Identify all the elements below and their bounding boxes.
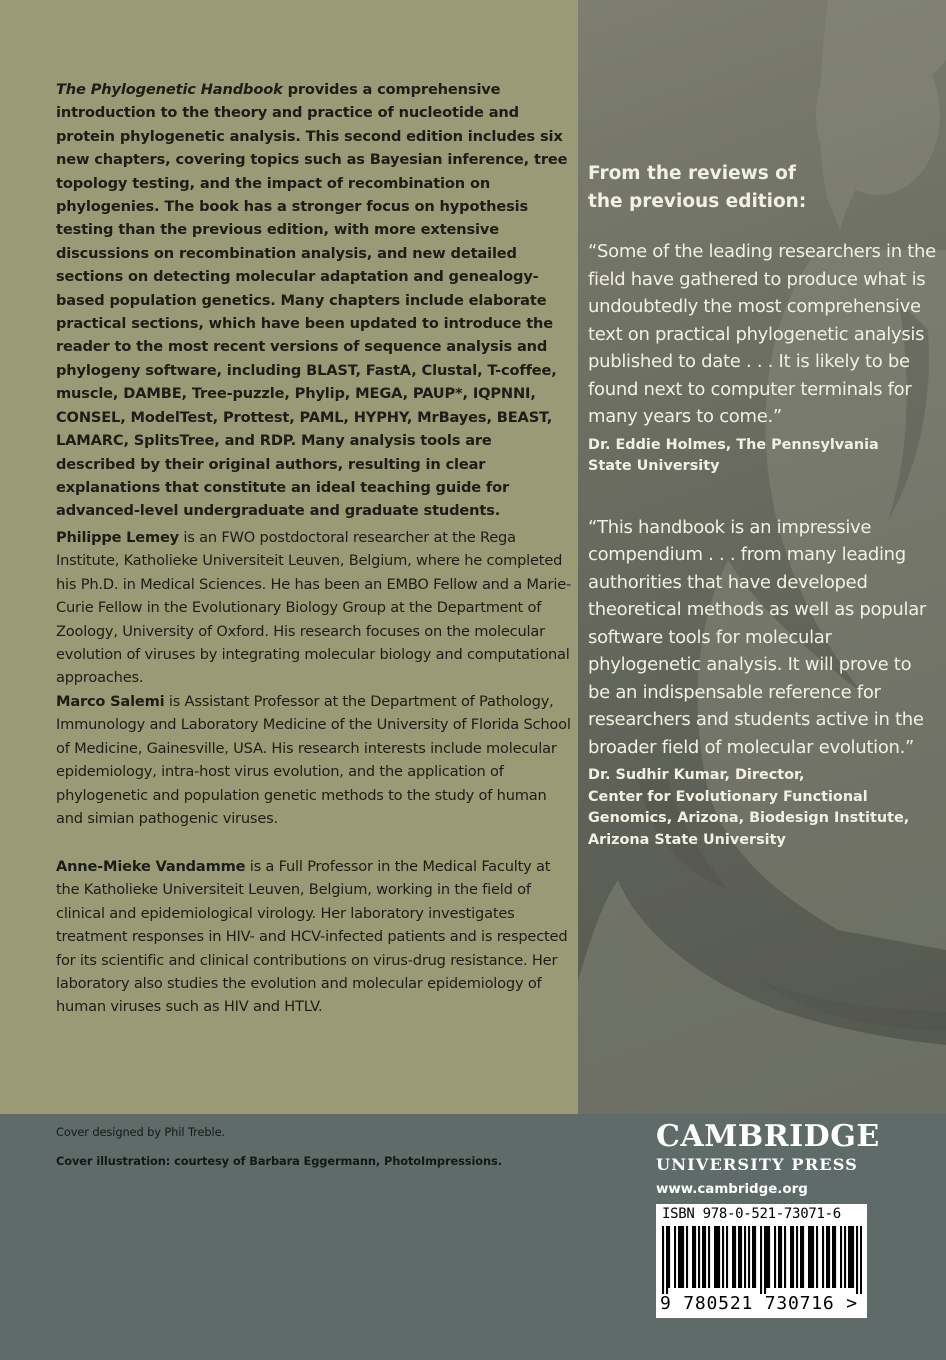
barcode-bar (666, 1226, 668, 1294)
barcode-bar (704, 1226, 706, 1288)
barcode-bar (860, 1226, 862, 1294)
barcode-bar (778, 1226, 780, 1288)
barcode-bar (796, 1226, 798, 1288)
author-name: Marco Salemi (56, 693, 165, 710)
barcode-bar (808, 1226, 810, 1288)
isbn-label: ISBN 978-0-521-73071-6 (662, 1206, 841, 1222)
publisher-logo (656, 1120, 896, 1200)
barcode-bar (800, 1226, 802, 1288)
publisher-name: CAMBRIDGE (656, 1119, 880, 1154)
barcode-bar (744, 1226, 746, 1288)
barcode-bar (848, 1226, 850, 1288)
barcode-bar (668, 1226, 670, 1288)
barcode-bar (708, 1226, 710, 1288)
reviews-section (588, 160, 938, 851)
attribution-line: Dr. Sudhir Kumar, Director, (588, 767, 805, 783)
reviews-heading (588, 160, 938, 216)
author-name: Anne-Mieke Vandamme (56, 858, 246, 875)
barcode-bar (734, 1226, 736, 1288)
barcode-bar (682, 1226, 684, 1288)
barcode-bar (768, 1226, 770, 1288)
barcode-bar (844, 1226, 846, 1288)
barcode-bar (812, 1226, 814, 1288)
barcode-bar (680, 1226, 682, 1288)
barcode-bar (834, 1226, 836, 1288)
cover-illustration-panel (578, 0, 946, 1114)
reviews-heading-line2: the previous edition: (588, 191, 807, 212)
barcode-bar (698, 1226, 700, 1288)
isbn-barcode (656, 1204, 867, 1318)
review-quote: “This handbook is an impressive compendium . . . from many leading authorities that have developed theoretical methods as well as popular software tools for molecular phylogenetic analysis. It will prove to be an indispensable reference for researchers and students active in the broader field of molecular evolution.” (588, 516, 927, 758)
attribution-line: Dr. Eddie Holmes, The Pennsylvania (588, 436, 879, 453)
cover-design-credit: Cover designed by Phil Treble. (56, 1125, 225, 1139)
review-attribution (588, 435, 938, 478)
attribution-line: State University (588, 458, 720, 474)
barcode-bar (674, 1226, 676, 1288)
author-bio-vandamme (56, 855, 572, 1019)
author-bio-text: is a Full Professor in the Medical Faculty at the Katholieke Universiteit Leuven, Belgium, working in the field of clinical and epidemiological virology. Her laboratory investigates treatment responses in HIV- and HCV-infected patients and is respected for its scientific and clinical contributions on virus-drug resistance. Her laboratory also studies the evolution and molecular epidemiology of human viruses such as HIV and HTLV. (56, 858, 568, 1016)
barcode-bar (692, 1226, 694, 1288)
publisher-press: UNIVERSITY PRESS (656, 1155, 858, 1174)
review-kumar (588, 514, 938, 852)
barcode-bar (774, 1226, 776, 1288)
attribution-line: Genomics, Arizona, Biodesign Institute, (588, 810, 910, 826)
barcode-bar (832, 1226, 834, 1288)
author-bio-text: is an FWO postdoctoral researcher at the Rega Institute, Katholieke Universiteit Leuven, Belgium, where he completed his Ph.D. in Medical Sciences. He has been an EMBO Fellow and a Marie-Curie Fellow in the Evolutionary Biology Group at the Department of Zoology, University of Oxford. His research focuses on the molecular evolution of viruses by integrating molecular biology and computational approaches. (56, 529, 572, 687)
book-description-text: provides a comprehensive introduction to the theory and practice of nucleotide and protein phylogenetic analysis. This second edition includes six new chapters, covering topics such as Bayesian inference, tree topology testing, and the impact of recombination on phylogenies. The book has a stronger focus on hypothesis testing than the previous edition, with more extensive discussions on recombination analysis, and new detailed sections on detecting molecular adaptation and genealogy-based population genetics. Many chapters include elaborate practical sections, which have been updated to introduce the reader to the most recent versions of sequence analysis and phylogeny software, including BLAST, FastA, Clustal, T-coffee, muscle, DAMBE, Tree-puzzle, Phylip, MEGA, PAUP*, IQPNNI, CONSEL, ModelTest, Prottest, PAML, HYPHY, MrBayes, BEAST, LAMARC, SplitsTree, and RDP. Many analysis tools are described by their original authors, resulting in clear explanations that constitute an ideal teaching guide for advanced-level undergraduate and graduate students. (56, 81, 568, 520)
barcode-bar (694, 1226, 696, 1288)
barcode-bar (828, 1226, 830, 1288)
barcode-bar (752, 1226, 754, 1288)
barcode-bar (792, 1226, 794, 1288)
barcode-bar (850, 1226, 852, 1288)
publisher-url: www.cambridge.org (656, 1182, 808, 1197)
review-holmes (588, 238, 938, 478)
barcode-bar (764, 1226, 766, 1294)
barcode-bar (802, 1226, 804, 1288)
book-description (56, 78, 572, 523)
review-attribution (588, 765, 938, 851)
barcode-bar (754, 1226, 756, 1288)
author-bio-lemey (56, 526, 572, 690)
barcode-bar (702, 1226, 704, 1288)
author-bio-text: is Assistant Professor at the Department of Pathology, Immunology and Laboratory Medicine of the University of Florida School of Medicine, Gainesville, USA. His research interests include molecular epidemiology, intra-host virus evolution, and the application of phylogenetic and population genetic methods to the study of human and simian pathogenic viruses. (56, 693, 571, 828)
barcode-bar (822, 1226, 824, 1288)
attribution-line: Arizona State University (588, 831, 786, 848)
author-bio-salemi (56, 690, 572, 830)
review-quote: “Some of the leading researchers in the field have gathered to produce what is undoubtedly the most comprehensive text on practical phylogenetic analysis published to date . . . It is likely to be found next to computer terminals for many years to come.” (588, 241, 936, 427)
barcode-bar (740, 1226, 742, 1288)
barcode-bars (662, 1226, 862, 1294)
barcode-bar (748, 1226, 750, 1288)
barcode-bar (790, 1226, 792, 1288)
barcode-bar (714, 1226, 716, 1288)
barcode-bar (722, 1226, 724, 1288)
barcode-bar (686, 1226, 688, 1288)
barcode-bar (826, 1226, 828, 1288)
author-name: Philippe Lemey (56, 529, 179, 546)
barcode-bar (780, 1226, 782, 1288)
barcode-bar (840, 1226, 842, 1288)
barcode-bar (852, 1226, 854, 1288)
barcode-bar (732, 1226, 734, 1288)
barcode-digits: 9 780521 730716 > (660, 1293, 858, 1314)
attribution-line: Center for Evolutionary Functional (588, 788, 868, 805)
barcode-bar (718, 1226, 720, 1288)
barcode-bar (816, 1226, 818, 1288)
book-title: The Phylogenetic Handbook (56, 81, 283, 98)
barcode-bar (784, 1226, 786, 1288)
barcode-bar (678, 1226, 680, 1288)
barcode-bar (662, 1226, 664, 1294)
reviews-heading-line1: From the reviews of (588, 163, 796, 184)
barcode-bar (726, 1226, 728, 1288)
barcode-bar (716, 1226, 718, 1288)
barcode-bar (760, 1226, 762, 1294)
barcode-bar (856, 1226, 858, 1294)
barcode-bar (766, 1226, 768, 1288)
barcode-bar (810, 1226, 812, 1288)
cover-illustration-credit: Cover illustration: courtesy of Barbara Eggermann, PhotoImpressions. (56, 1154, 502, 1168)
barcode-bar (738, 1226, 740, 1288)
